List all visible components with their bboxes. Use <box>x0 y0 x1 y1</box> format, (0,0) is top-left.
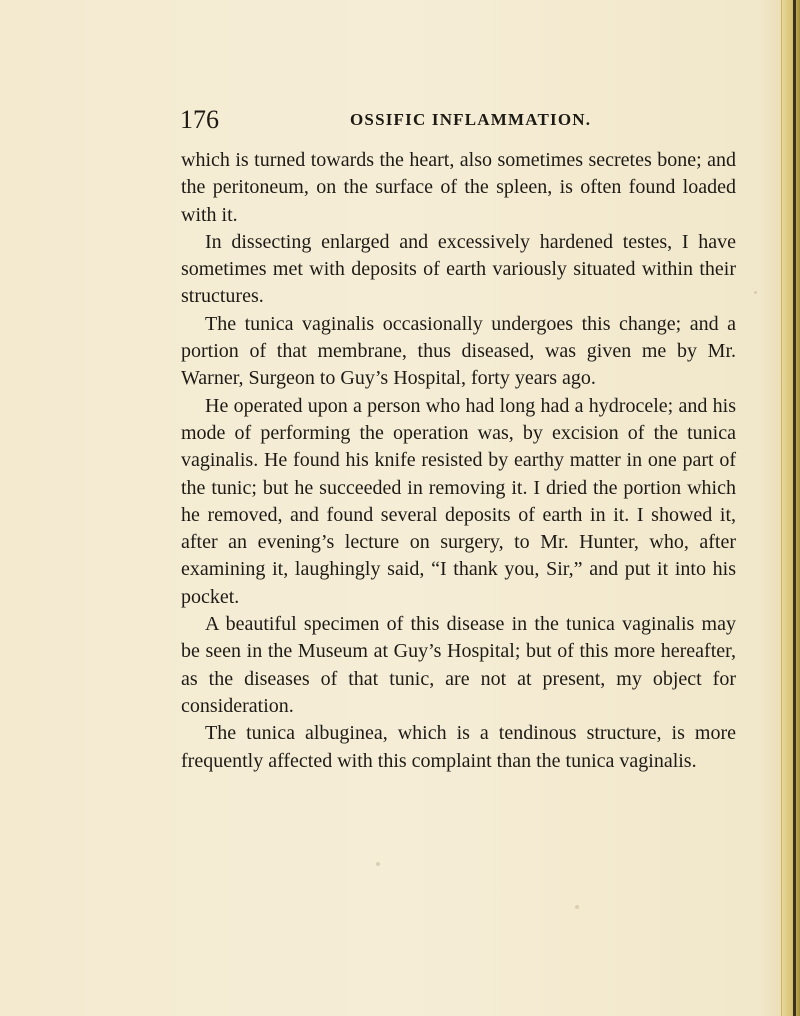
page-number: 176 <box>180 105 219 134</box>
running-head: OSSIFIC INFLAMMATION. <box>350 110 592 129</box>
page-edge-line <box>793 0 796 1016</box>
paper-speck <box>376 862 380 866</box>
paragraph: A beautiful specimen of this disease in the tunica vaginalis may be seen in the Museum at Guy’s Hospital; but of this more hereafter, as the diseases of that tunic, are not at present, my object for consideration. <box>181 613 736 717</box>
page-edge <box>781 0 800 1016</box>
paper-speck <box>754 291 757 294</box>
paper-speck <box>575 905 579 909</box>
body-text <box>181 147 736 775</box>
paragraph: He operated upon a person who had long had a hydrocele; and his mode of performing the operation was, by excision of the tunica vaginalis. He found his knife resisted by earthy matter in one part of the tunic; but he succeeded in removing it. I dried the portion which he removed, and found several deposits of earth in it. I showed it, after an evening’s lecture on surgery, to Mr. Hunter, who, after examining it, laughingly said, “I thank you, Sir,” and put it into his pocket. <box>181 394 736 608</box>
paragraph: which is turned towards the heart, also sometimes secretes bone; and the peritoneum, on the surface of the spleen, is often found loaded with it. <box>181 149 736 226</box>
paragraph: The tunica albuginea, which is a tendinous structure, is more frequently affected with this complaint than the tunica vaginalis. <box>181 722 736 772</box>
paragraph: In dissecting enlarged and excessively hardened testes, I have sometimes met with deposits of earth variously situated within their structures. <box>181 230 736 308</box>
page-header <box>180 102 740 138</box>
paragraph: The tunica vaginalis occasionally undergoes this change; and a portion of that membrane, thus diseased, was given me by Mr. Warner, Surgeon to Guy’s Hospital, forty years ago. <box>181 312 736 390</box>
